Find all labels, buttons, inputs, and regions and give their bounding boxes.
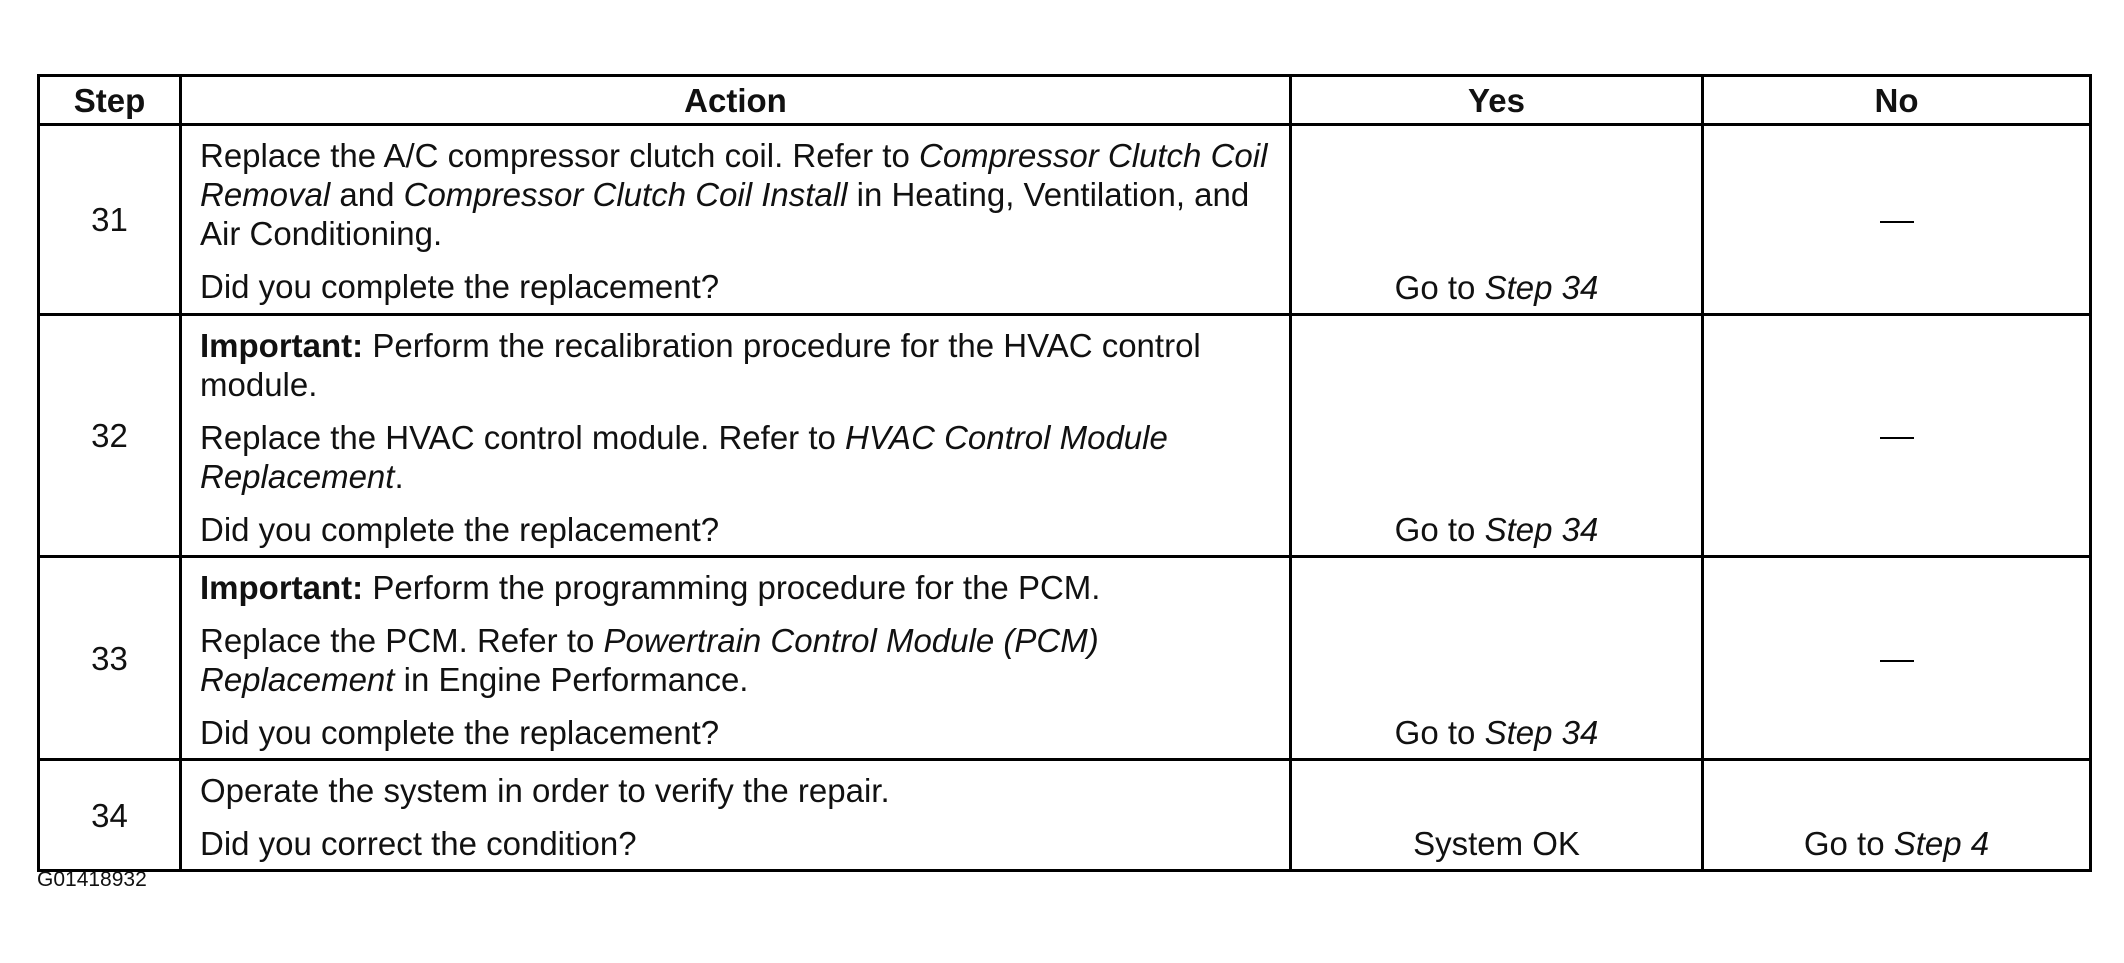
header-step: Step bbox=[39, 76, 181, 125]
action-text: Did you correct the condition? bbox=[200, 825, 637, 862]
action-paragraph bbox=[200, 326, 1271, 404]
action-text: Operate the system in order to verify the repair. bbox=[200, 772, 890, 809]
no-step-link: Step 4 bbox=[1893, 825, 1990, 862]
action-paragraph bbox=[200, 621, 1271, 699]
header-yes: Yes bbox=[1291, 76, 1703, 125]
figure-id: G01418932 bbox=[37, 868, 147, 891]
yes-cell bbox=[1291, 557, 1703, 760]
action-paragraph bbox=[200, 510, 1271, 549]
step-number: 34 bbox=[39, 760, 181, 871]
header-no: No bbox=[1703, 76, 2091, 125]
reference-text: Compressor Clutch Coil Removal bbox=[200, 137, 1268, 213]
table-row bbox=[39, 557, 2091, 760]
table-row bbox=[39, 760, 2091, 871]
action-text: Did you complete the replacement? bbox=[200, 714, 720, 751]
action-text: Replace the PCM. Refer to bbox=[200, 622, 604, 659]
action-text: Replace the HVAC control module. Refer to bbox=[200, 419, 846, 456]
action-paragraph bbox=[200, 418, 1271, 496]
action-text: and bbox=[330, 176, 404, 213]
important-label: Important: bbox=[200, 569, 364, 606]
important-label: Important: bbox=[200, 327, 364, 364]
no-action-dash bbox=[1880, 660, 1914, 662]
no-cell bbox=[1703, 125, 2091, 315]
action-paragraph bbox=[200, 824, 1271, 863]
action-paragraph bbox=[200, 771, 1271, 810]
yes-text: Go to bbox=[1394, 714, 1485, 751]
yes-cell bbox=[1291, 125, 1703, 315]
yes-cell bbox=[1291, 315, 1703, 557]
step-number: 31 bbox=[39, 125, 181, 315]
table-body bbox=[39, 125, 2091, 871]
table-row bbox=[39, 125, 2091, 315]
reference-text: Compressor Clutch Coil Install bbox=[403, 176, 848, 213]
yes-step-link: Step 34 bbox=[1484, 511, 1599, 548]
table-row bbox=[39, 315, 2091, 557]
action-text: Did you complete the replacement? bbox=[200, 268, 720, 305]
no-action-dash bbox=[1880, 221, 1914, 223]
action-paragraph bbox=[200, 713, 1271, 752]
no-cell bbox=[1703, 557, 2091, 760]
step-number: 33 bbox=[39, 557, 181, 760]
no-cell bbox=[1703, 760, 2091, 871]
action-text: in Engine Performance. bbox=[394, 661, 749, 698]
action-text: Did you complete the replacement? bbox=[200, 511, 720, 548]
action-paragraph bbox=[200, 568, 1271, 607]
no-text: Go to bbox=[1803, 825, 1894, 862]
step-number: 32 bbox=[39, 315, 181, 557]
yes-step-link: Step 34 bbox=[1484, 269, 1599, 306]
action-cell bbox=[181, 125, 1291, 315]
yes-text: System OK bbox=[1413, 825, 1580, 862]
reference-text: HVAC Control Module Replacement bbox=[200, 419, 1168, 495]
action-paragraph bbox=[200, 136, 1271, 253]
yes-cell bbox=[1291, 760, 1703, 871]
action-cell bbox=[181, 315, 1291, 557]
diagnostic-table bbox=[37, 74, 2092, 872]
action-text: . bbox=[394, 458, 404, 495]
no-action-dash bbox=[1880, 437, 1914, 439]
header-action: Action bbox=[181, 76, 1291, 125]
header-row bbox=[39, 76, 2091, 125]
no-cell bbox=[1703, 315, 2091, 557]
action-paragraph bbox=[200, 267, 1271, 306]
action-cell bbox=[181, 557, 1291, 760]
yes-text: Go to bbox=[1394, 511, 1485, 548]
reference-text: Powertrain Control Module (PCM) Replacement bbox=[200, 622, 1099, 698]
action-text: in Heating, Ventilation, and Air Conditioning. bbox=[200, 176, 1250, 252]
yes-step-link: Step 34 bbox=[1484, 714, 1599, 751]
action-text: Perform the recalibration procedure for the HVAC control module. bbox=[200, 327, 1201, 403]
action-text: Perform the programming procedure for the PCM. bbox=[363, 569, 1101, 606]
action-text: Replace the A/C compressor clutch coil. Refer to bbox=[200, 137, 919, 174]
yes-text: Go to bbox=[1394, 269, 1485, 306]
action-cell bbox=[181, 760, 1291, 871]
